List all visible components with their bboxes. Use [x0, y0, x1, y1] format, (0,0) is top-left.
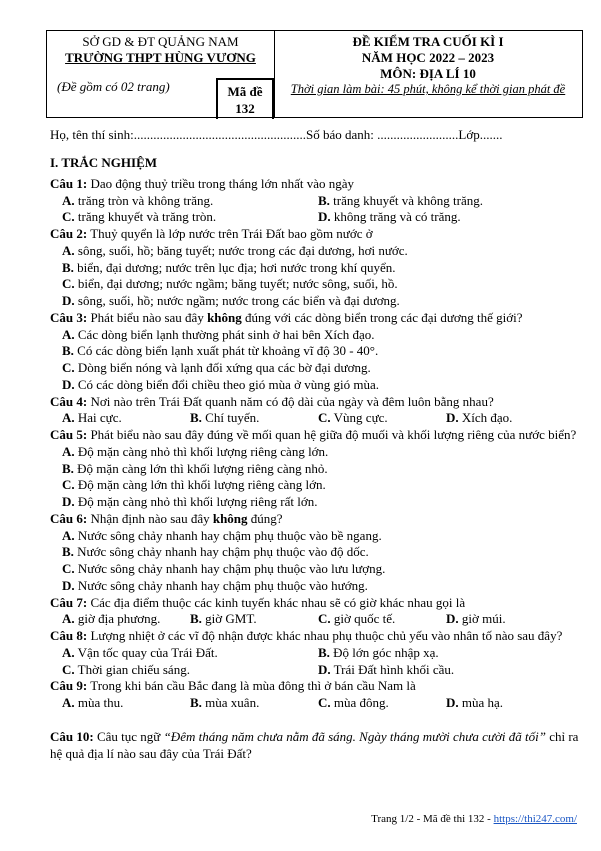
answer-option[interactable]: [62, 528, 585, 545]
option-text: trăng khuyết và không trăng.: [333, 192, 483, 208]
question-text: “Đêm tháng năm chưa nằm đã sáng. Ngày tháng mười chưa cười đã tối”: [163, 728, 546, 744]
answer-option[interactable]: [318, 611, 446, 628]
question: [50, 595, 585, 612]
question: [50, 511, 585, 528]
option-letter: B.: [190, 611, 202, 627]
duration: Thời gian làm bài: 45 phút, không kể thời gian phát đề: [290, 82, 566, 96]
answer-option[interactable]: [62, 461, 585, 478]
option-letter: C.: [62, 209, 75, 225]
school-year: NĂM HỌC 2022 – 2023: [361, 50, 495, 65]
options: [50, 695, 585, 712]
question-label: Câu 6:: [50, 510, 88, 526]
question-text: đúng?: [247, 510, 283, 526]
question: [50, 176, 585, 193]
exam-content: [50, 155, 585, 762]
answer-option[interactable]: [318, 695, 446, 712]
options: [50, 327, 585, 394]
answer-option[interactable]: [318, 410, 446, 427]
footer-link[interactable]: https://thi247.com/: [493, 813, 577, 825]
option-letter: B.: [318, 644, 330, 660]
option-letter: C.: [318, 410, 331, 426]
option-letter: C.: [62, 561, 75, 576]
option-text: Vùng cực.: [333, 410, 388, 426]
question-label: Câu 8:: [50, 628, 88, 643]
question-label: Câu 1:: [50, 175, 88, 191]
answer-option[interactable]: [190, 410, 318, 427]
option-letter: A.: [62, 326, 75, 342]
answer-option[interactable]: [62, 494, 585, 511]
option-text: không trăng và có trăng.: [333, 209, 461, 225]
option-letter: C.: [62, 477, 75, 493]
option-text: Hai cực.: [77, 410, 122, 426]
option-letter: B.: [190, 410, 202, 426]
option-letter: D.: [318, 661, 331, 677]
spacer: [50, 712, 585, 729]
answer-option[interactable]: [190, 611, 318, 628]
question-text: Câu tục ngữ: [93, 728, 164, 744]
answer-option[interactable]: [62, 477, 585, 494]
option-letter: D.: [62, 376, 75, 392]
option-letter: B.: [62, 544, 74, 560]
question: [50, 628, 585, 645]
option-letter: D.: [62, 494, 75, 509]
question-label: Câu 9:: [50, 678, 88, 694]
option-letter: A.: [62, 192, 75, 208]
option-text: Nước sông chảy nhanh hay chậm phụ thuộc vào bề ngang.: [77, 527, 382, 543]
option-letter: A.: [62, 644, 75, 660]
answer-option[interactable]: [62, 611, 190, 628]
option-text: Có các dòng biển lạnh xuất phát từ khoảng vĩ độ 30 - 40°.: [77, 343, 379, 359]
question-text: Nơi nào trên Trái Đất quanh năm có độ dài của ngày và đêm luôn bằng nhau?: [87, 393, 494, 409]
question-text: chỉ ra hệ quả địa lí nào sau đây của Trái Đất?: [50, 728, 579, 761]
option-letter: B.: [62, 343, 74, 359]
option-letter: D.: [62, 577, 75, 593]
option-text: biển, đại dương; nước ngầm; băng tuyết; nước sông, suối, hồ.: [77, 276, 398, 292]
answer-option[interactable]: [318, 209, 574, 226]
question: [50, 394, 585, 411]
option-letter: A.: [62, 695, 75, 710]
option-letter: D.: [446, 410, 459, 426]
subject: MÔN: ĐỊA LÍ 10: [380, 66, 476, 81]
header-left-cell: [47, 31, 275, 117]
option-letter: D.: [318, 209, 331, 225]
option-letter: C.: [62, 661, 75, 677]
option-text: Độ lớn góc nhập xạ.: [333, 644, 439, 660]
answer-option[interactable]: [446, 611, 574, 628]
answer-option[interactable]: [62, 662, 318, 679]
question-label: Câu 3:: [50, 309, 88, 325]
option-text: Nước sông chảy nhanh hay chậm phụ thuộc vào hướng.: [77, 577, 368, 593]
options: [50, 611, 585, 628]
option-text: mùa đông.: [333, 695, 389, 710]
question-label: Câu 5:: [50, 427, 88, 442]
options: [50, 645, 585, 679]
section-title: I. TRẮC NGHIỆM: [50, 155, 158, 170]
option-text: Dòng biển nóng và lạnh đối xứng qua các bờ đại dương.: [77, 360, 371, 375]
option-letter: D.: [446, 695, 459, 710]
exam-code-box: [216, 78, 274, 119]
question: [50, 729, 585, 763]
answer-option[interactable]: [62, 209, 318, 226]
answer-option[interactable]: [62, 695, 190, 712]
option-text: trăng tròn và không trăng.: [77, 192, 214, 208]
question-text: Lượng nhiệt ở các vĩ độ nhận được khác nhau phụ thuộc chủ yếu vào nhân tố nào sau đây?: [87, 628, 563, 643]
option-text: Trái Đất hình khối cầu.: [333, 661, 455, 677]
answer-option[interactable]: [62, 544, 585, 561]
header-right-cell: [274, 31, 582, 117]
option-text: mùa xuân.: [205, 695, 260, 710]
answer-option[interactable]: [62, 293, 585, 310]
option-letter: A.: [62, 611, 75, 627]
option-letter: A.: [62, 443, 75, 459]
answer-option[interactable]: [190, 695, 318, 712]
answer-option[interactable]: [318, 645, 574, 662]
option-text: Độ mặn càng lớn thì khối lượng riêng càng nhỏ.: [77, 460, 328, 476]
exam-title: ĐỀ KIỂM TRA CUỐI KÌ I: [352, 34, 504, 49]
answer-option[interactable]: [446, 410, 574, 427]
question: [50, 310, 585, 327]
question-label: Câu 4:: [50, 393, 88, 409]
option-letter: A.: [62, 242, 75, 258]
option-letter: B.: [318, 192, 330, 208]
exam-header: [46, 30, 583, 118]
pages-note: (Đề gồm có 02 trang): [57, 79, 170, 94]
option-text: Xích đạo.: [461, 410, 513, 426]
answer-option[interactable]: [62, 561, 585, 578]
option-letter: C.: [62, 360, 75, 375]
question-text: Thuỷ quyển là lớp nước trên Trái Đất bao gồm nước ở: [87, 226, 373, 241]
answer-option[interactable]: [62, 243, 585, 260]
question-text: Dao động thuỷ triều trong tháng lớn nhất vào ngày: [87, 175, 355, 191]
option-text: trăng khuyết và trăng tròn.: [77, 209, 217, 225]
option-text: giờ GMT.: [205, 611, 257, 627]
answer-option[interactable]: [62, 444, 585, 461]
option-letter: B.: [62, 460, 74, 476]
option-text: Chí tuyến.: [205, 410, 260, 426]
question-text: đúng với các dòng biển trong các đại dương thế giới?: [241, 309, 523, 325]
question-text: không: [212, 510, 248, 526]
option-text: Có các dòng biển đổi chiều theo gió mùa ở vùng gió mùa.: [77, 376, 380, 392]
question-text: Nhận định nào sau đây: [87, 510, 213, 526]
answer-option[interactable]: [62, 276, 585, 293]
option-text: Vận tốc quay của Trái Đất.: [77, 644, 218, 660]
question-label: Câu 10:: [50, 728, 94, 744]
options: [50, 528, 585, 595]
options: [50, 193, 585, 227]
answer-option[interactable]: [62, 410, 190, 427]
option-text: biển, đại dương; nước trên lục địa; hơi nước trong khí quyển.: [77, 259, 396, 275]
option-text: Nước sông chảy nhanh hay chậm phụ thuộc vào lưu lượng.: [77, 561, 386, 576]
question: [50, 678, 585, 695]
exam-code: 132: [235, 101, 255, 116]
question: [50, 226, 585, 243]
option-letter: D.: [446, 611, 459, 627]
answer-option[interactable]: [62, 327, 585, 344]
question-text: Phát biểu nào sau đây: [87, 309, 208, 325]
option-text: Độ mặn càng lớn thì khối lượng riêng càng lớn.: [77, 477, 326, 493]
option-letter: A.: [62, 410, 75, 426]
answer-option[interactable]: [62, 360, 585, 377]
option-text: giờ địa phương.: [77, 611, 161, 627]
option-letter: C.: [318, 695, 331, 710]
answer-option[interactable]: [62, 193, 318, 210]
question-label: Câu 7:: [50, 594, 88, 610]
option-letter: D.: [62, 293, 75, 308]
student-info-line: Họ, tên thí sinh:.....................................................Số báo danh: .........................Lớp.......: [50, 127, 503, 142]
options: [50, 410, 585, 427]
answer-option[interactable]: [318, 193, 574, 210]
answer-option[interactable]: [446, 695, 574, 712]
question: [50, 427, 585, 444]
department: SỞ GD & ĐT QUẢNG NAM: [82, 34, 239, 49]
footer-text: Trang 1/2 - Mã đề thi 132 -: [371, 813, 494, 825]
option-text: sông, suối, hồ; nước ngầm; nước trong các biển và đại dương.: [77, 293, 400, 308]
option-text: Thời gian chiếu sáng.: [77, 661, 190, 677]
option-text: Độ mặn càng nhỏ thì khối lượng riêng rất lớn.: [77, 494, 318, 509]
question-text: Trong khi bán cầu Bắc đang là mùa đông thì ở bán cầu Nam là: [87, 678, 416, 694]
answer-option[interactable]: [62, 578, 585, 595]
page-footer: [371, 813, 577, 825]
option-text: giờ múi.: [461, 611, 506, 627]
question-text: Phát biểu nào sau đây đúng về mối quan hệ giữa độ muối và khối lượng riêng của nước biển?: [87, 427, 577, 442]
option-text: mùa thu.: [77, 695, 124, 710]
option-text: Độ mặn càng nhỏ thì khối lượng riêng càng lớn.: [77, 443, 329, 459]
question-text: Các địa điểm thuộc các kinh tuyến khác nhau sẽ có giờ khác nhau gọi là: [87, 594, 466, 610]
option-text: Nước sông chảy nhanh hay chậm phụ thuộc vào độ dốc.: [77, 544, 369, 560]
option-text: Các dòng biển lạnh thường phát sinh ở hai bên Xích đạo.: [77, 326, 375, 342]
option-letter: A.: [62, 527, 75, 543]
option-text: mùa hạ.: [461, 695, 504, 710]
options: [50, 243, 585, 310]
school-name: TRƯỜNG THPT HÙNG VƯƠNG: [65, 50, 256, 65]
option-letter: B.: [190, 695, 202, 710]
option-letter: B.: [62, 259, 74, 275]
answer-option[interactable]: [62, 343, 585, 360]
answer-option[interactable]: [318, 662, 574, 679]
option-text: giờ quốc tế.: [333, 611, 396, 627]
option-letter: C.: [318, 611, 331, 627]
option-letter: C.: [62, 276, 75, 292]
question-text: không: [207, 309, 242, 325]
answer-option[interactable]: [62, 377, 585, 394]
answer-option[interactable]: [62, 260, 585, 277]
exam-code-label: Mã đề: [227, 84, 263, 99]
answer-option[interactable]: [62, 645, 318, 662]
question-label: Câu 2:: [50, 226, 88, 241]
options: [50, 444, 585, 511]
option-text: sông, suối, hồ; băng tuyết; nước trong các đại dương, hơi nước.: [77, 242, 408, 258]
